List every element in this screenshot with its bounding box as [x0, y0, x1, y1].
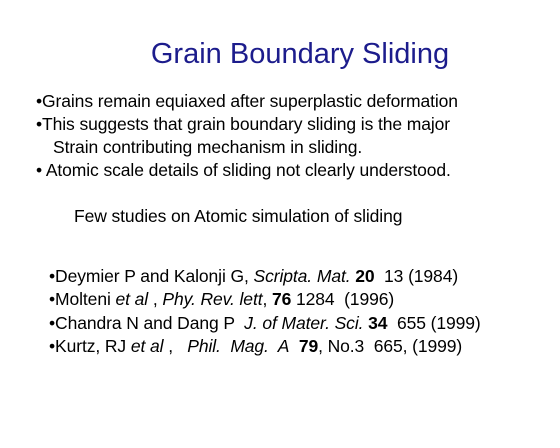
reference-et-al: et al: [130, 336, 164, 356]
reference-text: •Kurtz, RJ: [49, 336, 131, 356]
reference-text: •Chandra N and Dang P: [49, 313, 245, 333]
reference-volume: 20: [355, 266, 375, 286]
reference-volume: 79: [298, 336, 319, 356]
reference-text: ,: [163, 336, 188, 356]
bullet-equiaxed-grains: •Grains remain equiaxed after superplastic deformation: [36, 91, 458, 111]
reference-journal: Scripta. Mat.: [253, 266, 351, 286]
reference-text: 1284 (1996): [291, 289, 395, 309]
reference-kurtz: [49, 335, 462, 357]
reference-text: •Molteni: [49, 289, 116, 309]
reference-chandra: [49, 312, 481, 334]
reference-et-al: et al: [115, 289, 149, 309]
reference-journal: Phy. Rev. lett: [162, 289, 263, 309]
reference-text: •Deymier P and Kalonji G,: [49, 266, 254, 286]
reference-text: 655 (1999): [387, 313, 481, 333]
subheading-atomic-simulation: Few studies on Atomic simulation of sliding: [74, 206, 403, 226]
reference-molteni: [49, 288, 394, 310]
reference-text: ,: [148, 289, 163, 309]
bullet-sliding-mechanism: •This suggests that grain boundary sliding is the major: [36, 114, 451, 134]
reference-journal: J. of Mater. Sci.: [244, 313, 364, 333]
slide-title: Grain Boundary Sliding: [150, 38, 450, 70]
reference-text: 13 (1984): [374, 266, 459, 286]
reference-volume: 34: [368, 313, 388, 333]
bullet-atomic-details: • Atomic scale details of sliding not clearly understood.: [36, 160, 451, 180]
reference-journal: Phil. Mag. A: [187, 336, 290, 356]
reference-text: [289, 336, 299, 356]
bullet-sliding-mechanism-continued: Strain contributing mechanism in sliding.: [53, 137, 363, 157]
reference-volume: 76: [272, 289, 292, 309]
reference-text: , No.3 665, (1999): [318, 336, 463, 356]
reference-text: ,: [262, 289, 272, 309]
reference-deymier: [49, 265, 458, 287]
